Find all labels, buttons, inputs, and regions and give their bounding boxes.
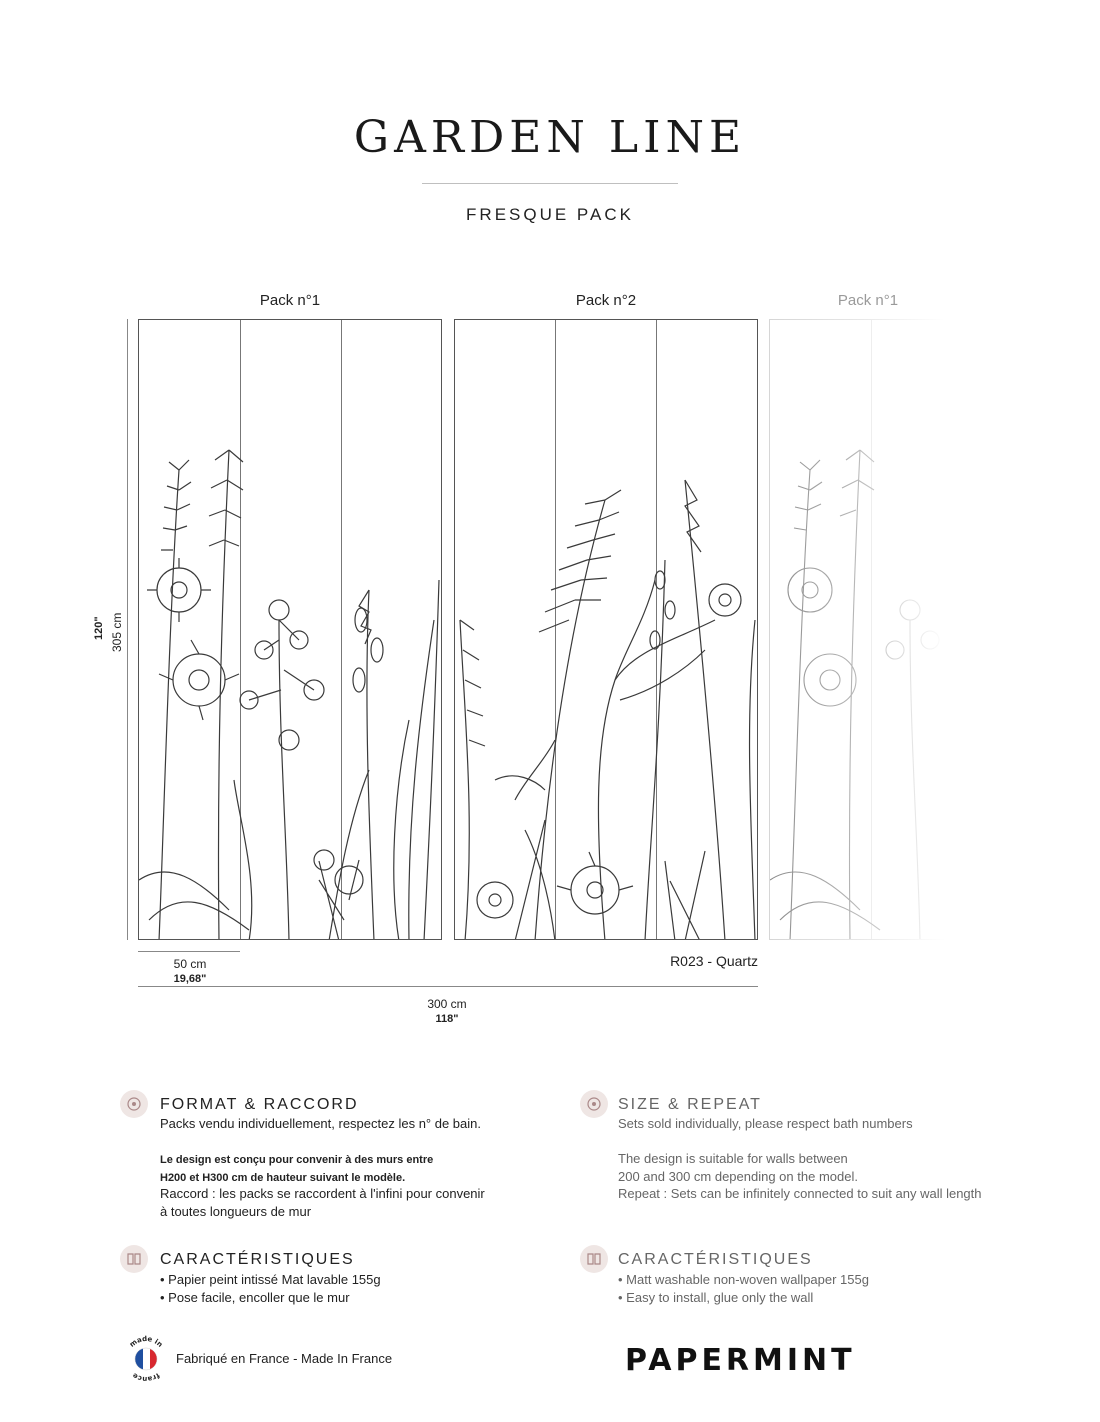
height-dimension-line (127, 319, 128, 940)
characteristics-heading-en: CARACTÉRISTIQUES (618, 1251, 813, 1268)
format-line-3: à toutes longueurs de mur (160, 1204, 312, 1219)
size-line-2: The design is suitable for walls between (618, 1151, 848, 1166)
height-in-label: 120" (93, 616, 105, 640)
characteristics-en-line-2: • Easy to install, glue only the wall (618, 1290, 814, 1305)
book-icon (120, 1245, 148, 1273)
made-in-france-badge (120, 1333, 172, 1385)
characteristics-fr-line-1: • Papier peint intissé Mat lavable 155g (160, 1272, 381, 1287)
format-small-1: Le design est conçu pour convenir à des murs entre (160, 1154, 434, 1166)
format-small-2: H200 et H300 cm de hauteur suivant le modèle. (160, 1172, 406, 1184)
format-line-2: Raccord : les packs se raccordent à l'infini pour convenir (160, 1186, 485, 1201)
tape-measure-icon (580, 1090, 608, 1118)
pack-panel-2 (454, 319, 758, 940)
format-line-1: Packs vendu individuellement, respectez les n° de bain. (160, 1116, 481, 1131)
book-icon (580, 1245, 608, 1273)
reference-label: R023 - Quartz (670, 953, 758, 969)
size-line-4: Repeat : Sets can be infinitely connected to suit any wall length (618, 1186, 982, 1201)
size-line-1: Sets sold individually, please respect bath numbers (618, 1116, 913, 1131)
pack-label-1: Pack n°1 (259, 292, 321, 309)
botanical-illustration-2 (455, 320, 758, 940)
total-width-cm: 300 cm (427, 997, 467, 1011)
strip-width-cm: 50 cm (173, 957, 207, 971)
pack-label-3: Pack n°1 (837, 292, 899, 309)
characteristics-heading-fr: CARACTÉRISTIQUES (160, 1251, 355, 1268)
size-heading: SIZE & REPEAT (618, 1096, 762, 1113)
strip-width-label (150, 957, 230, 985)
svg-text:made in: made in (128, 1334, 165, 1349)
size-line-3: 200 and 300 cm depending on the model. (618, 1169, 858, 1184)
tape-measure-icon (120, 1090, 148, 1118)
total-width-line (138, 986, 758, 987)
title-divider (422, 183, 678, 184)
botanical-illustration-1 (139, 320, 442, 940)
characteristics-en-line-1: • Matt washable non-woven wallpaper 155g (618, 1272, 869, 1287)
strip-width-in: 19,68" (173, 973, 207, 985)
pack-label-2: Pack n°2 (575, 292, 637, 309)
pack-panel-1 (138, 319, 442, 940)
page-subtitle: FRESQUE PACK (466, 205, 634, 224)
characteristics-fr-line-2: • Pose facile, encoller que le mur (160, 1290, 350, 1305)
brand-logo: PAPERMINT (625, 1343, 856, 1378)
made-in-france-text: Fabriqué en France - Made In France (176, 1351, 393, 1366)
page-title: GARDEN LINE (353, 112, 747, 163)
svg-text:france: france (131, 1371, 162, 1384)
total-width-in: 118" (435, 1013, 459, 1025)
fade-overlay (770, 319, 945, 941)
format-heading: FORMAT & RACCORD (160, 1096, 359, 1113)
height-cm-label: 305 cm (110, 612, 124, 652)
strip-width-line (138, 951, 240, 952)
total-width-label (397, 997, 497, 1025)
